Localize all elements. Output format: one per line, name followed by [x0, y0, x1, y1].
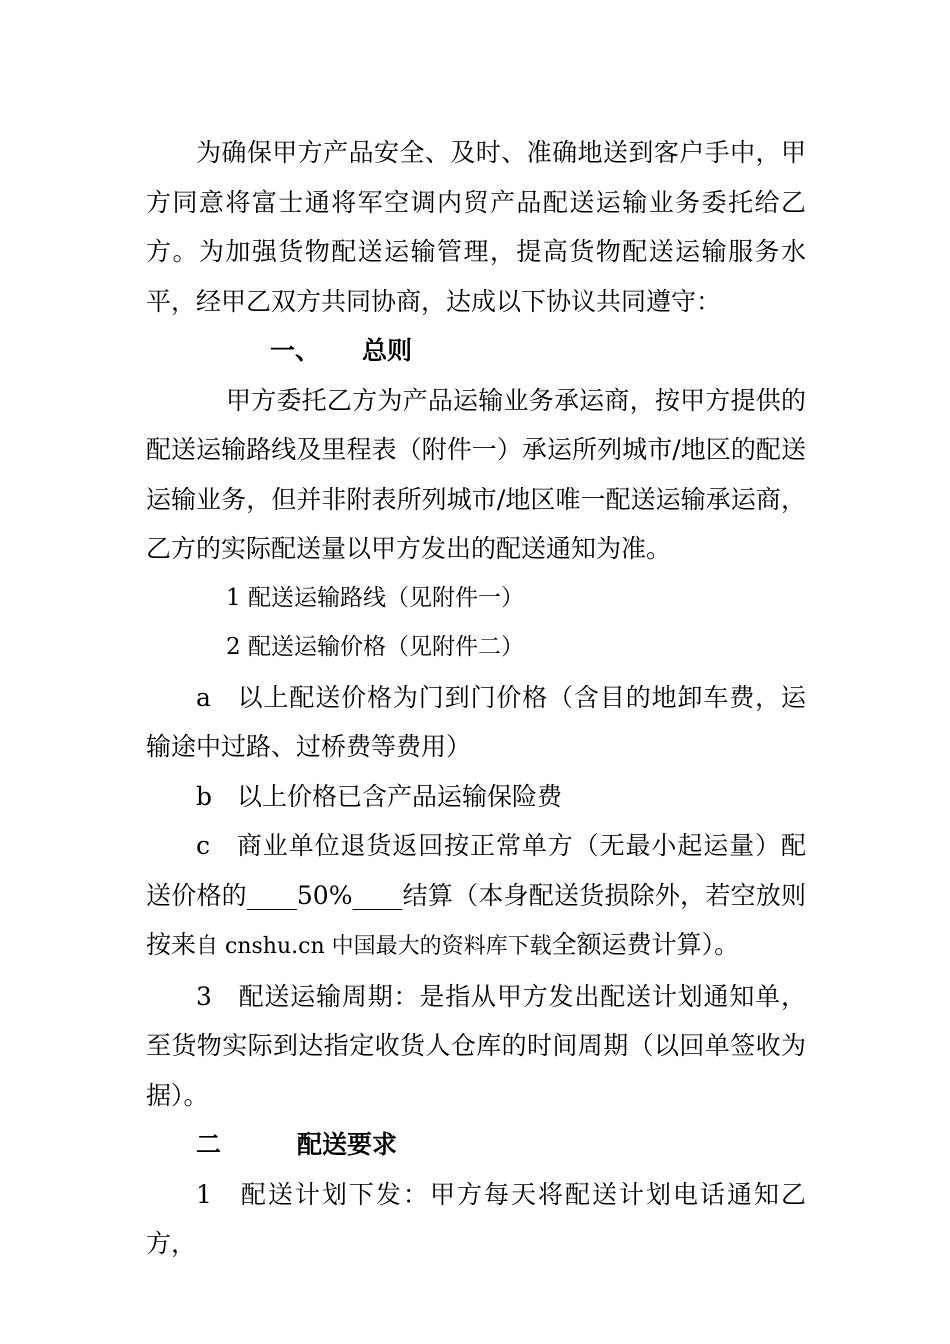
section-heading-delivery — [146, 1120, 806, 1170]
list-item-route: 1 配送运输路线（见附件一） — [226, 584, 524, 611]
intro-paragraph: 为确保甲方产品安全、及时、准确地送到客户手中，甲方同意将富士通将军空调内贸产品配送运输业务委托给乙方。为加强货物配送运输管理，提高货物配送运输服务水平，经甲乙双方共同协商，达成以下协议共同遵守： — [146, 138, 806, 316]
section-number: 二 — [196, 1130, 222, 1159]
list-item-a: a 以上配送价格为门到门价格（含目的地卸车费，运输途中过路、过桥费等费用） — [146, 682, 806, 761]
section-number: 一、 — [270, 336, 321, 365]
list-item-3: 3 配送运输周期：是指从甲方发出配送计划通知单，至货物实际到达指定收货人仓库的时间周期（以回单签收为据）。 — [146, 981, 806, 1110]
list-item-delivery-plan: 1 配送计划下发：甲方每天将配送计划电话通知乙方， — [146, 1179, 806, 1258]
section-heading-general — [146, 326, 806, 376]
document-page — [146, 128, 806, 1269]
item-c-text: c 商业单位退货返回按正常单方（无最小起运量）配送价格的____50%____结算（本身配送货损除外，若空放则按来 — [146, 831, 806, 959]
section-title: 总则 — [362, 336, 413, 365]
list-item-c — [146, 821, 806, 972]
list-item-b: b 以上价格已含产品运输保险费 — [196, 781, 563, 811]
section-title: 配送要求 — [297, 1130, 398, 1159]
watermark-inline-text: 自 cnshu.cn 中国最大的资料库下载 — [196, 934, 552, 959]
list-item-price: 2 配送运输价格（见附件二） — [226, 634, 524, 660]
general-paragraph: 甲方委托乙方为产品运输业务承运商，按甲方提供的配送运输路线及里程表（附件一）承运所列城市/地区的配送运输业务，但并非附表所列城市/地区唯一配送运输承运商，乙方的实际配送量以甲方发出的配送通知为准。 — [146, 385, 806, 563]
item-c-text-end: 全额运费计算）。 — [551, 930, 740, 959]
